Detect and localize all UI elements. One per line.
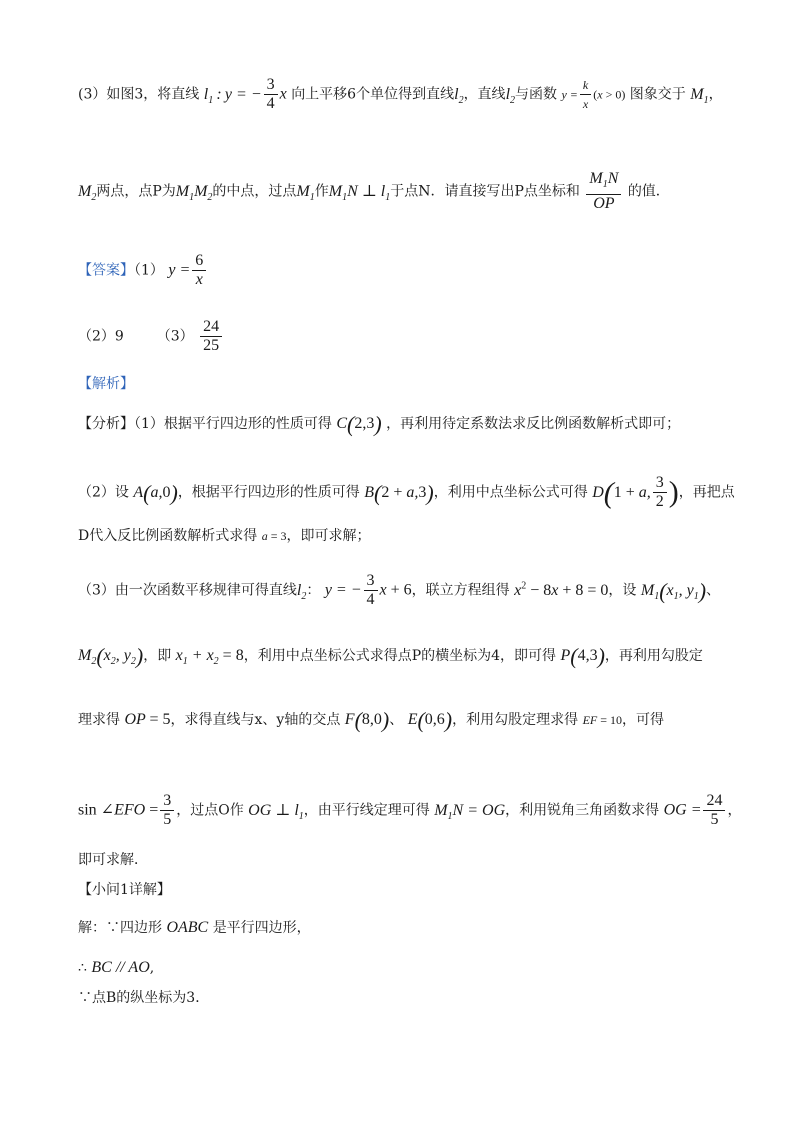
answer-3-label: （3）: [156, 328, 194, 345]
math-D-point: D(1 + a,: [592, 475, 651, 509]
answer-tag: 【答案】: [78, 262, 134, 279]
math-M1: $M_1$: [690, 85, 709, 106]
math-OP-eq-5: OP = 5: [124, 711, 171, 728]
problem3-text-8: 作: [314, 183, 329, 200]
problem3-text-9: 于点N．请直接写出P点坐标和: [390, 183, 580, 200]
math-EF-eq-10: EF = 10: [582, 713, 623, 727]
fraction-3-4-b: $\frac{3}{4}$: [364, 572, 378, 609]
math-BC-parallel-AO: BC // AO: [91, 959, 150, 976]
analysis-line4: [78, 572, 720, 609]
analysis-line3: [78, 526, 370, 546]
analysis-s6b: ，求得直线与x、y轴的交点: [170, 712, 341, 728]
math-OG-perp-l1: OG ⊥ $l_1$: [248, 801, 304, 822]
analysis-s5c: ，再利用勾股定: [604, 648, 703, 664]
analysis-s4d: ，设: [608, 582, 637, 599]
answer-2: （2）9: [78, 328, 124, 345]
analysis-s3a: D代入反比例函数解析式求得: [78, 528, 258, 544]
analysis-s6c: 、: [389, 712, 404, 728]
solution-line2: ∴ BC // AO,: [78, 959, 155, 976]
math-OABC: OABC: [166, 919, 209, 936]
analysis-s6d: ，利用勾股定理求得: [452, 712, 579, 728]
math-E-0-6: E(0,6): [407, 707, 453, 733]
math-M1-x1-y1: $M_1(x_1$, $y_1$): [640, 577, 707, 603]
problem3-text-7: 的中点，过点: [212, 183, 297, 200]
analysis-line1: [78, 411, 681, 437]
math-l1-equation: $l_1$ : y = −: [203, 85, 262, 106]
problem3-text-2: 向上平移6个单位得到直线: [291, 86, 455, 103]
analysis-s2d: ，再把点: [678, 484, 735, 501]
analysis-line2: （2）设 A(a,0)，根据平行四边形的性质可得 B(2 + a,3)，利用中点坐标公式可得 D(1 + a, $\frac{3}{2}$ )，再把点: [78, 474, 735, 510]
math-sin-EFO: sin ∠EFO =: [78, 801, 159, 819]
analysis-s5b: ，利用中点坐标公式求得点P的横坐标为4，即可得: [243, 648, 557, 664]
analysis-s1b: ，再利用待定系数法求反比例函数解析式即可；: [386, 416, 681, 432]
analysis-tag: 【解析】: [78, 376, 134, 392]
math-x-gt-0: (x > 0): [593, 87, 626, 102]
math-M2-x2-y2: $M_2(x_2$, $y_2$): [78, 643, 144, 669]
math-y-eq: y =: [168, 261, 191, 279]
math-l2-c: $l_2$: [296, 581, 307, 602]
math-M1-b: $M_1$: [296, 182, 315, 203]
analysis-s6a: 理求得: [78, 712, 120, 728]
analysis-s4e: 、: [706, 582, 721, 599]
answer-line2: [78, 318, 224, 355]
analysis-s7a: ，过点O作: [176, 802, 244, 819]
analysis-line8: 即可求解．: [78, 852, 148, 868]
math-quadratic: $x^2 - 8x + 8 = 0$: [514, 580, 609, 599]
math-M1N-eq-OG: $M_1N$ = OG: [434, 801, 506, 822]
math-y-eq-b: y = −: [324, 581, 362, 599]
math-A-a-0: A(a,0): [133, 479, 178, 505]
math-x1-plus-x2: $x_1 + x_2 = 8$: [175, 647, 244, 668]
fraction-3-5: $\frac{3}{5}$: [160, 792, 174, 829]
analysis-s4b: ：: [306, 582, 321, 599]
math-C-2-3: C(2,3): [336, 411, 382, 437]
fraction-3-2: $\frac{3}{2}$: [653, 474, 667, 511]
problem3-text-4: 与函数: [515, 86, 558, 103]
solution-therefore: ∴: [78, 960, 87, 976]
problem3-line2: [78, 170, 670, 213]
solution-s1b: 是平行四边形，: [212, 920, 311, 936]
analysis-s4c: ，联立方程组得: [411, 582, 510, 599]
problem3-text-10: 的值．: [627, 183, 670, 200]
problem3-text-5: 图象交于: [629, 86, 686, 103]
math-B-2a-3: B(2 + a,3): [364, 479, 434, 505]
analysis-line6: [78, 707, 665, 733]
analysis-s2c: ，利用中点坐标公式可得: [433, 484, 588, 501]
solution-line3: ∵点B的纵坐标为3．: [78, 990, 210, 1006]
analysis-s5a: ，即: [143, 648, 172, 664]
analysis-line5: [78, 643, 703, 672]
math-M1N-perp-l1: $M_1N$ ⊥ $l_1$: [328, 182, 391, 203]
fraction-k-x: $\frac{k}{x}$: [580, 76, 591, 113]
math-P-4-3: P(4,3): [560, 643, 605, 669]
math-y-k-over-x: y =: [561, 87, 578, 102]
problem3-line1: (3）如图3，将直线 $l_1$ : y = − $\frac{3}{4}$ x 向上平移6个单位得到直线$l_2$，直线$l_2$与函数 y = $\frac{k}{x}$ (x > 0) 图象交于 $M_1$，: [78, 76, 723, 112]
fraction-M1N-OP: $\frac{M_1N}{OP}$: [586, 170, 621, 213]
analysis-s1a: （1）根据平行四边形的性质可得: [134, 416, 332, 432]
problem3-text-3: ，直线: [463, 86, 506, 103]
subquestion-1-heading: 【小问1详解】: [78, 882, 171, 898]
math-x: x: [279, 85, 287, 103]
math-M2: $M_2$: [78, 182, 97, 203]
analysis-s7b: ，由平行线定理可得: [303, 802, 430, 819]
math-l2: $l_2$: [454, 85, 464, 106]
solution-s1a: 解：∵四边形: [78, 920, 162, 936]
analysis-s4a: （3）由一次函数平移规律可得直线: [78, 582, 297, 599]
fraction-3-4: $\frac{3}{4}$: [264, 76, 278, 113]
solution-line1: [78, 918, 311, 938]
math-l2-b: $l_2$: [505, 85, 516, 106]
problem3-text-1: (3）如图3，将直线: [78, 86, 200, 103]
math-M1M2: $M_1M_2$: [175, 182, 213, 203]
math-F-8-0: F(8,0): [344, 707, 390, 733]
answer-1-label: （1）: [134, 262, 164, 279]
math-a-eq-3: a = 3: [261, 529, 287, 543]
analysis-s6e: ，可得: [622, 712, 665, 728]
answer-line1: [78, 252, 208, 289]
fraction-24-5: $\frac{24}{5}$: [703, 792, 725, 829]
analysis-s2a: （2）设: [78, 484, 129, 501]
fraction-24-25: $\frac{24}{25}$: [200, 318, 222, 355]
fraction-6-x: $\frac{6}{x}$: [192, 252, 206, 289]
analysis-s7d: ，: [727, 802, 742, 819]
analysis-fx-tag: 【分析】: [78, 416, 134, 432]
math-OG-eq: OG =: [663, 801, 702, 819]
problem3-text-6: 两点，点P为: [96, 183, 176, 200]
analysis-line7: [78, 792, 741, 829]
analysis-s3b: ，即可求解；: [286, 528, 371, 544]
math-x-plus-6: x + 6: [379, 581, 412, 599]
analysis-s7c: ，利用锐角三角函数求得: [505, 802, 660, 819]
analysis-s2b: ，根据平行四边形的性质可得: [177, 484, 360, 501]
